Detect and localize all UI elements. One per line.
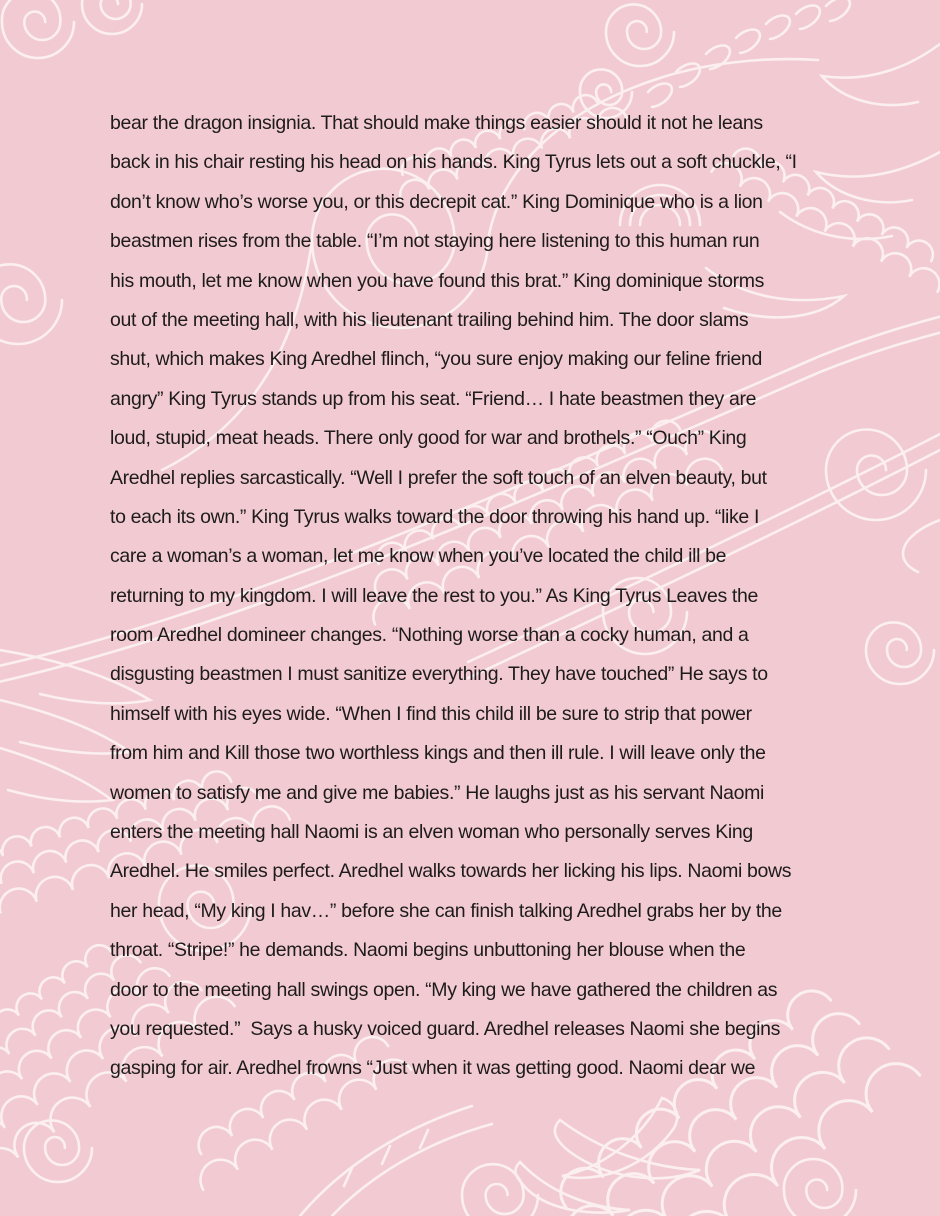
story-line: from him and Kill those two worthless kings and then ill rule. I will leave only the (110, 742, 766, 765)
story-line: beastmen rises from the table. “I’m not staying here listening to this human run (110, 230, 760, 253)
story-line: enters the meeting hall Naomi is an elven woman who personally serves King (110, 821, 753, 844)
story-line: you requested.” Says a husky voiced guard. Aredhel releases Naomi she begins (110, 1017, 781, 1040)
story-line: disgusting beastmen I must sanitize everything. They have touched” He says to (110, 663, 768, 686)
story-line: room Aredhel domineer changes. “Nothing worse than a cocky human, and a (110, 624, 749, 647)
story-line: door to the meeting hall swings open. “My king we have gathered the children as (110, 978, 778, 1001)
story-line: loud, stupid, meat heads. There only good for war and brothels.” “Ouch” King (110, 427, 747, 450)
story-line: returning to my kingdom. I will leave the rest to you.” As King Tyrus Leaves the (110, 584, 758, 607)
story-line: women to satisfy me and give me babies.” He laughs just as his servant Naomi (110, 781, 765, 804)
story-line: Aredhel replies sarcastically. “Well I prefer the soft touch of an elven beauty, but (110, 466, 767, 489)
story-line: care a woman’s a woman, let me know when you’ve located the child ill be (110, 545, 727, 568)
story-line: his mouth, let me know when you have found this brat.” King dominique storms (110, 269, 765, 292)
story-line: himself with his eyes wide. “When I find this child ill be sure to strip that power (110, 702, 752, 725)
story-line: shut, which makes King Aredhel flinch, “you sure enjoy making our feline friend (110, 348, 762, 371)
story-text (110, 104, 870, 1089)
story-line: throat. “Stripe!” he demands. Naomi begins unbuttoning her blouse when the (110, 939, 746, 962)
story-line: gasping for air. Aredhel frowns “Just when it was getting good. Naomi dear we (110, 1057, 756, 1080)
story-line: don’t know who’s worse you, or this decrepit cat.” King Dominique who is a lion (110, 190, 763, 213)
story-line: bear the dragon insignia. That should make things easier should it not he leans (110, 112, 763, 134)
story-line: angry” King Tyrus stands up from his seat. “Friend… I hate beastmen they are (110, 387, 757, 410)
story-line: Aredhel. He smiles perfect. Aredhel walks towards her licking his lips. Naomi bows (110, 860, 792, 883)
story-line: to each its own.” King Tyrus walks toward the door throwing his hand up. “like I (110, 505, 760, 528)
story-line: her head, “My king I hav…” before she can finish talking Aredhel grabs her by the (110, 899, 782, 922)
story-line: back in his chair resting his head on his hands. King Tyrus lets out a soft chuckle, “I (110, 151, 797, 174)
story-line: out of the meeting hall, with his lieutenant trailing behind him. The door slams (110, 308, 749, 331)
